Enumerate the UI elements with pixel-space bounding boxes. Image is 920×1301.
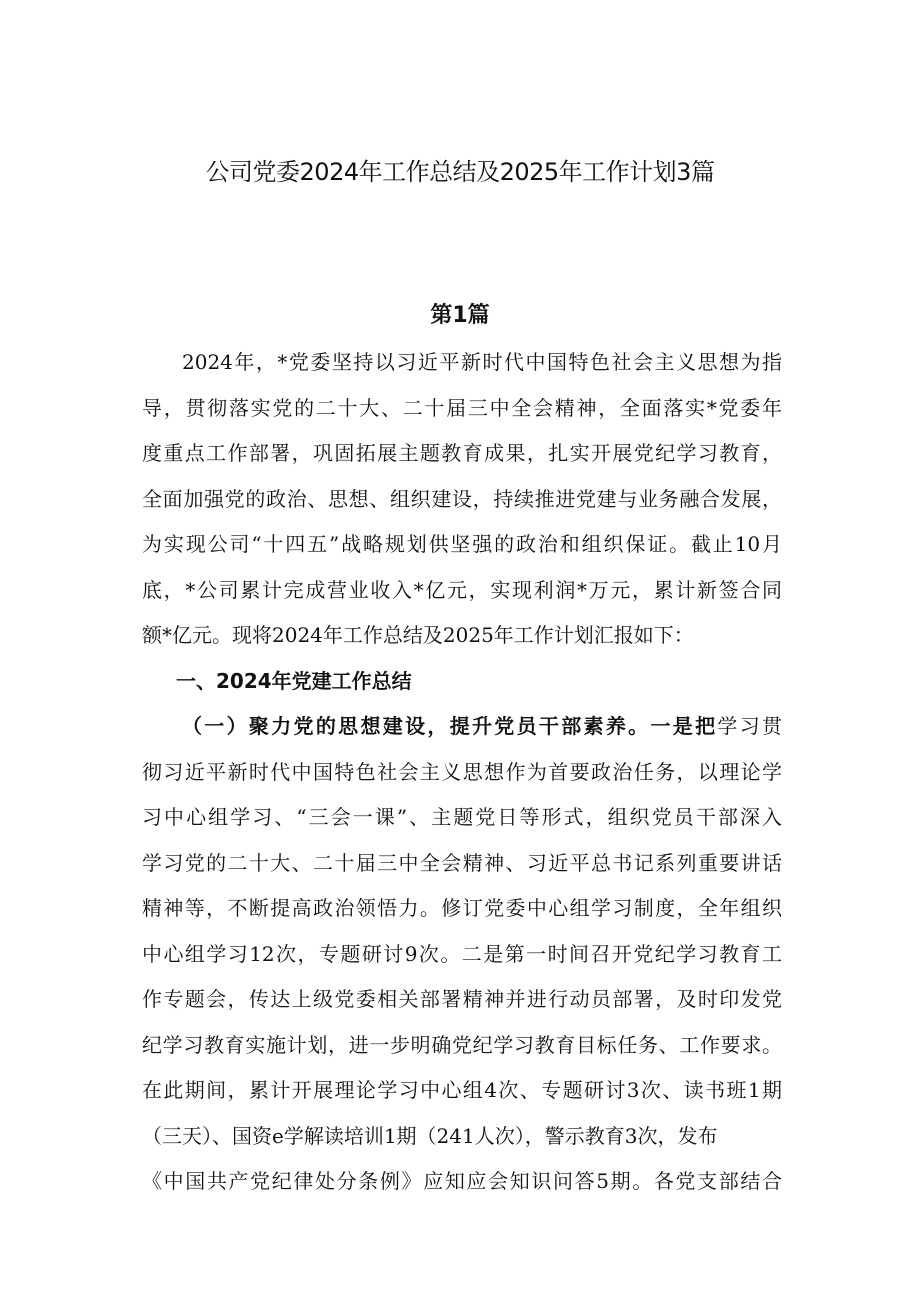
sub-heading-rest: 学习贯 <box>717 714 782 738</box>
intro-line: 全面加强党的政治、思想、组织建设，持续推进党建与业务融合发展， <box>142 486 782 511</box>
heading-level-1: 一、2024年党建工作总结 <box>176 668 412 693</box>
sub-heading: （一）聚力党的思想建设，提升党员干部素养。 <box>182 714 651 738</box>
section-line: 精神等，不断提高政治领悟力。修订党委中心组学习制度，全年组织 <box>142 896 782 920</box>
section-line: 在此期间，累计开展理论学习中心组4次、专题研讨3次、读书班1期 <box>142 1078 782 1102</box>
intro-line: 2024年，*党委坚持以习近平新时代中国特色社会主义思想为指 <box>182 350 782 374</box>
intro-line: 底，*公司累计完成营业收入*亿元，实现利润*万元，累计新签合同 <box>142 577 782 602</box>
section-line: 习中心组学习、“三会一课”、主题党日等形式，组织党员干部深入 <box>142 805 782 829</box>
intro-line: 额*亿元。现将2024年工作总结及2025年工作计划汇报如下： <box>142 623 694 647</box>
intro-line: 导，贯彻落实党的二十大、二十届三中全会精神，全面落实*党委年 <box>142 395 782 420</box>
document-title: 公司党委2024年工作总结及2025年工作计划3篇 <box>205 158 715 186</box>
intro-line: 为实现公司“十四五”战略规划供坚强的政治和组织保证。截止10月 <box>142 532 782 556</box>
part-title: 第1篇 <box>430 303 490 328</box>
section-line: 作专题会，传达上级党委相关部署精神并进行动员部署，及时印发党 <box>142 987 782 1011</box>
section-line: 彻习近平新时代中国特色社会主义思想作为首要政治任务，以理论学 <box>142 759 782 784</box>
document-body <box>142 340 782 1205</box>
section-line: 中心组学习12次，专题研讨9次。二是第一时间召开党纪学习教育工 <box>142 941 782 966</box>
section-line: 《中国共产党纪律处分条例》应知应会知识问答5期。各党支部结合 <box>142 1169 782 1193</box>
section-line: 纪学习教育实施计划，进一步明确党纪学习教育目标任务、工作要求。 <box>142 1032 782 1057</box>
section-line: （三天）、国资e学解读培训1期（241人次），警示教育3次，发布 <box>142 1123 718 1148</box>
sub-heading-lead: 一是把 <box>650 714 718 738</box>
section-line: 学习党的二十大、二十届三中全会精神、习近平总书记系列重要讲话 <box>142 850 782 875</box>
sub-heading-line <box>142 704 782 750</box>
intro-line: 度重点工作部署，巩固拓展主题教育成果，扎实开展党纪学习教育， <box>142 441 782 465</box>
